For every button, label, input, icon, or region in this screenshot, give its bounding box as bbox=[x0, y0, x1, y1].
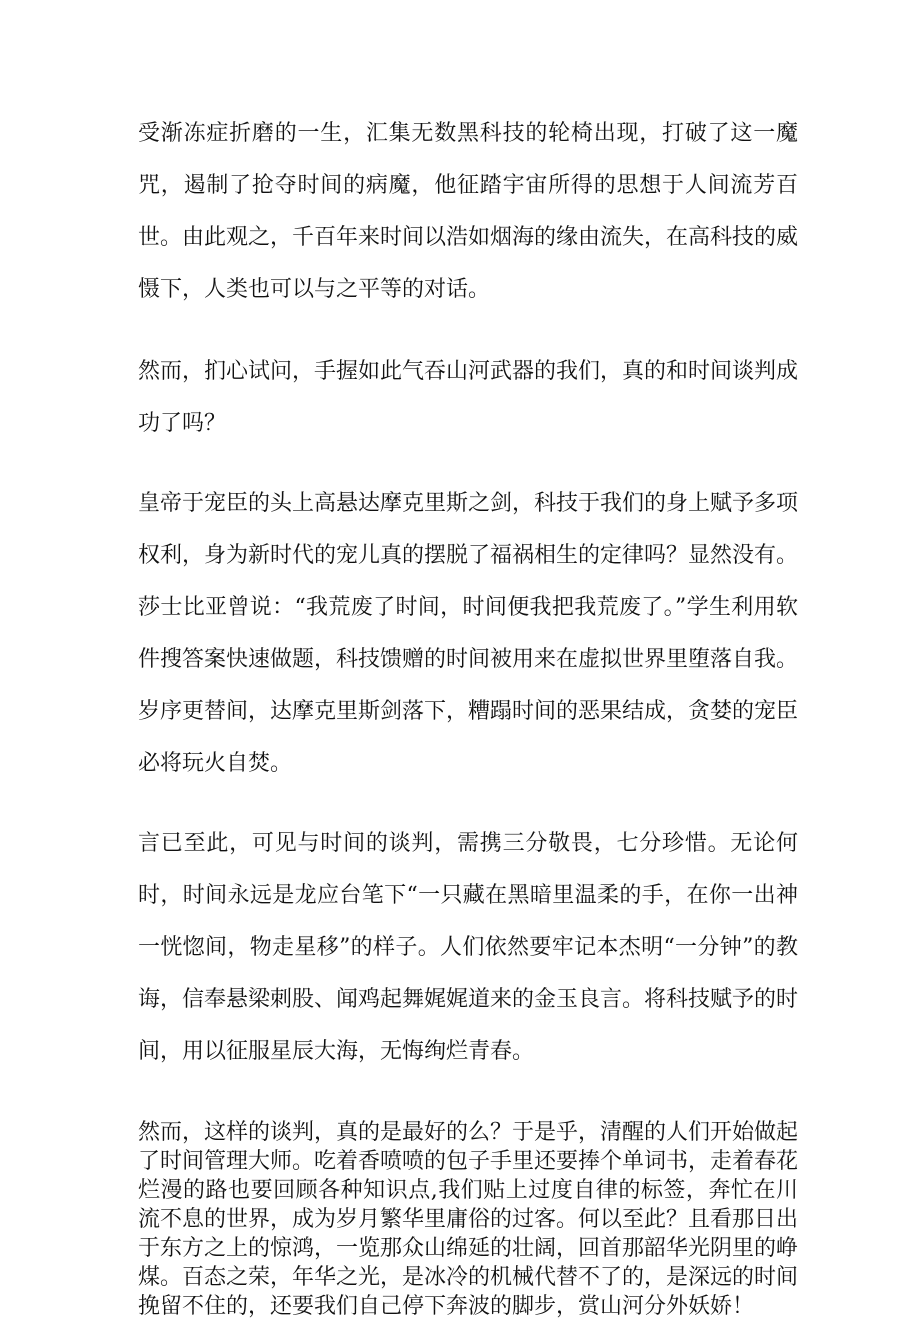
paragraph-4: 言已至此，可见与时间的谈判，需携三分敬畏，七分珍惜。无论何时，时间永远是龙应台笔下“一只藏在黑暗里温柔的手，在你一出神一恍惚间，物走星移”的样子。人们依然要牢记本杰明“一分钟”的教诲，信奉悬梁刺股、闻鸡起舞娓娓道来的金玉良言。将科技赋予的时间，用以征服星辰大海，无悔绚烂青春。 bbox=[138, 831, 799, 1064]
paragraph-2: 然而，扪心试问，手握如此气吞山河武器的我们，真的和时间谈判成功了吗？ bbox=[138, 359, 799, 436]
paragraph-5: 然而，这样的谈判，真的是最好的么？于是乎，清醒的人们开始做起了时间管理大师。吃着香喷喷的包子手里还要捧个单词书，走着春花烂漫的路也要回顾各种知识点,我们贴上过度自律的标签，奔忙在川流不息的世界，成为岁月繁华里庸俗的过客。何以至此？且看那日出于东方之上的惊鸿，一览那众山绵延的壮阔，回首那韶华光阴里的峥煤。百态之荣，年华之光，是冰冷的机械代替不了的，是深远的时间挽留不住的，还要我们自己停下奔波的脚步，赏山河分外妖娇！ bbox=[138, 1120, 799, 1319]
document-body bbox=[138, 108, 798, 1321]
paragraph-1: 受渐冻症折磨的一生，汇集无数黑科技的轮椅出现，打破了这一魔咒，遏制了抢夺时间的病魔，他征踏宇宙所得的思想于人间流芳百世。由此观之，千百年来时间以浩如烟海的缘由流失，在高科技的威慑下，人类也可以与之平等的对话。 bbox=[138, 121, 799, 302]
paragraph-3: 皇帝于宠臣的头上高悬达摩克里斯之剑，科技于我们的身上赋予多项权利，身为新时代的宠儿真的摆脱了福祸相生的定律吗？显然没有。莎士比亚曾说：“我荒废了时间，时间便我把我荒废了。”学生利用软件搜答案快速做题，科技馈赠的时间被用来在虚拟世界里堕落自我。岁序更替间，达摩克里斯剑落下，糟蹋时间的恶果结成，贪婪的宠臣必将玩火自焚。 bbox=[138, 491, 799, 776]
